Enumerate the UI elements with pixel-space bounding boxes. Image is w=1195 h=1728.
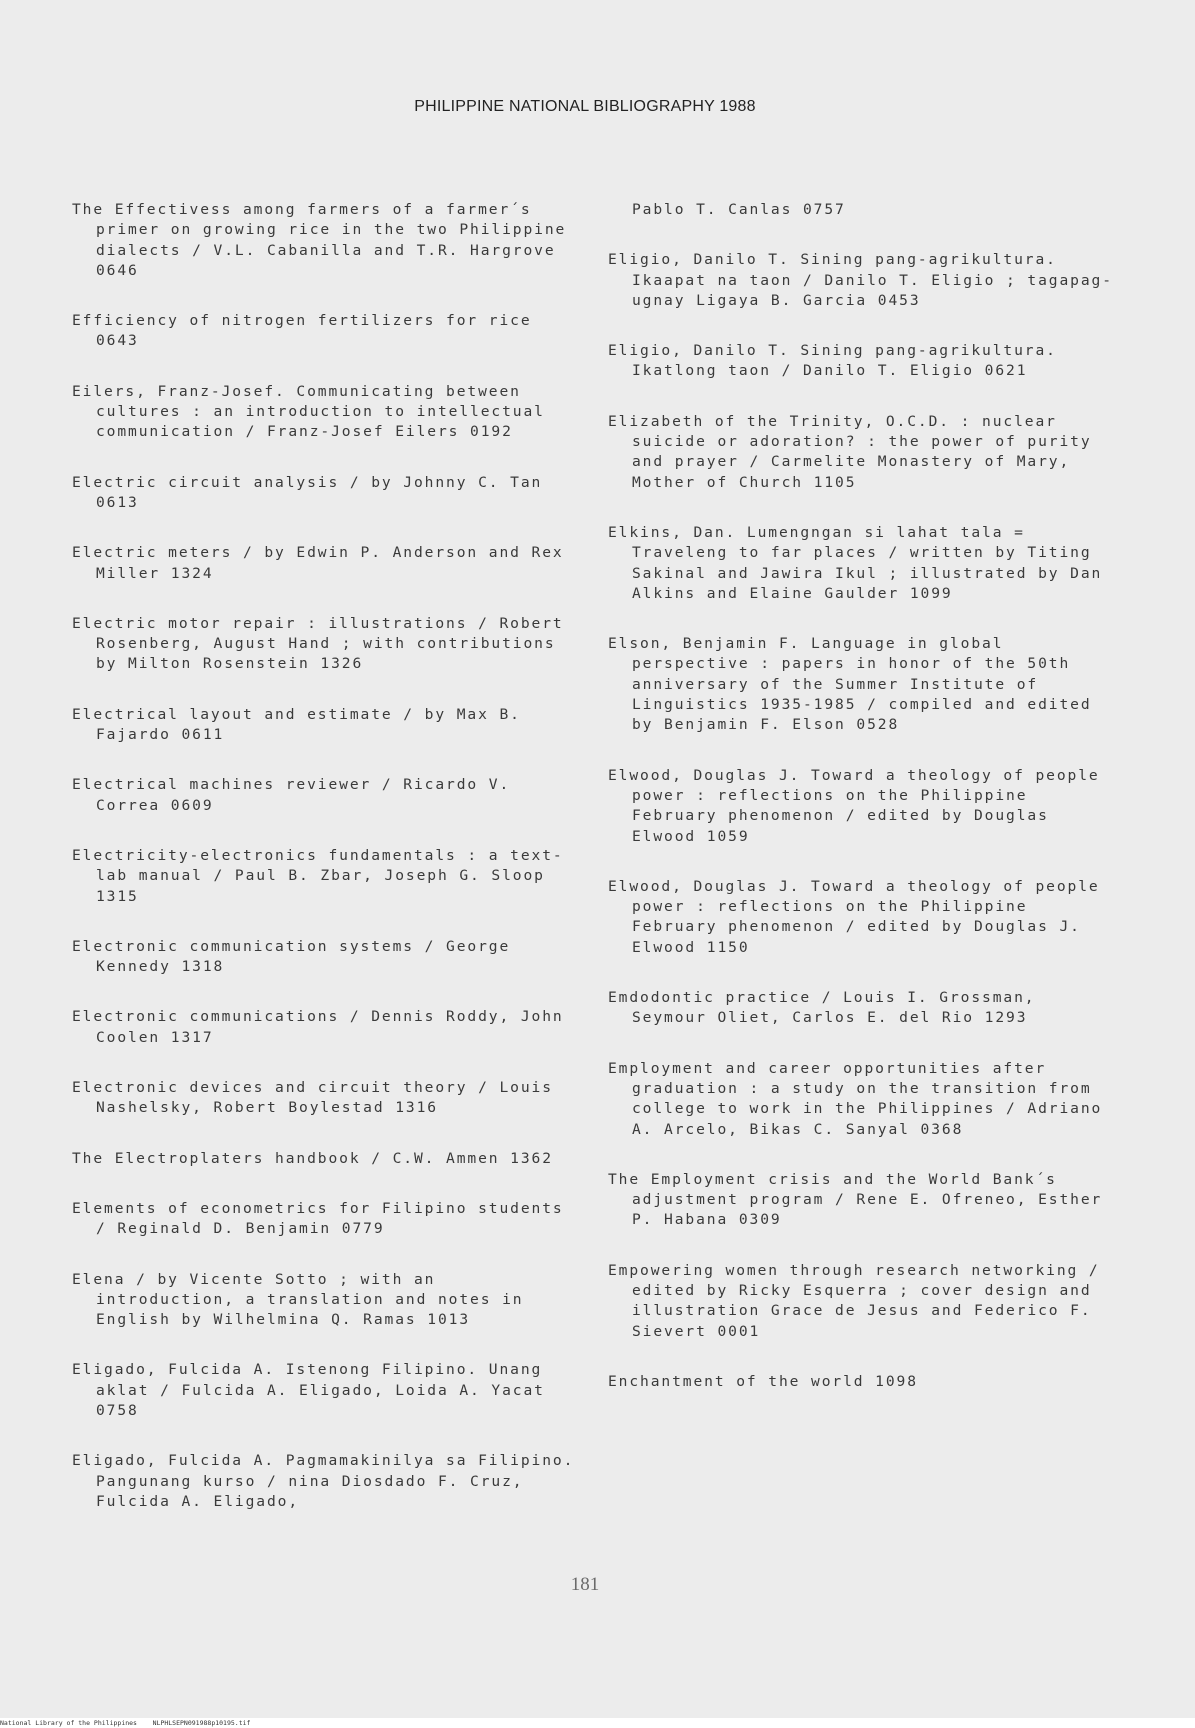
- bibliography-entry: Elkins, Dan. Lumengngan si lahat tala = Traveleng to far places / written by Titing Sakinal and Jawira Ikul ; illustrated by Dan Alkins and Elaine Gaulder 1099: [608, 523, 1103, 602]
- bibliography-entry: Electrical layout and estimate / by Max B. Fajardo 0611: [72, 705, 521, 744]
- bibliography-entry: Emdodontic practice / Louis I. Grossman, Seymour Oliet, Carlos E. del Rio 1293: [608, 989, 1036, 1027]
- bibliography-entry: The Effectivess among farmers of a farmer´s primer on growing rice in the two Philippine dialects / V.L. Cabanilla and T.R. Hargrove 0646: [72, 201, 567, 279]
- bibliography-entry: Eligio, Danilo T. Sining pang-agrikultura. Ikatlong taon / Danilo T. Eligio 0621: [608, 342, 1057, 380]
- page-title: PHILIPPINE NATIONAL BIBLIOGRAPHY 1988: [414, 98, 756, 115]
- bibliography-entry: The Employment crisis and the World Bank´s adjustment program / Rene E. Ofreneo, Esther P. Habana 0309: [608, 1170, 1103, 1229]
- bibliography-entry: Electric circuit analysis / by Johnny C. Tan 0613: [72, 473, 543, 511]
- bibliography-entry: Electricity-electronics fundamentals : a text-lab manual / Paul B. Zbar, Joseph G. Sloop 1315: [72, 846, 564, 905]
- bibliography-entry: Electronic devices and circuit theory / Louis Nashelsky, Robert Boylestad 1316: [72, 1079, 553, 1117]
- bibliography-entry: Elwood, Douglas J. Toward a theology of people power : reflections on the Philippine February phenomenon / edited by Douglas Elwood 1059: [608, 766, 1100, 845]
- right-column: [608, 200, 1113, 1422]
- bibliography-entry: Eligado, Fulcida A. Istenong Filipino. Unang aklat / Fulcida A. Eligado, Loida A. Yacat 0758: [72, 1361, 545, 1419]
- bibliography-entry: Electric motor repair : illustrations / Robert Rosenberg, August Hand ; with contributions by Milton Rosenstein 1326: [72, 614, 564, 673]
- bibliography-entry: Employment and career opportunities after graduation : a study on the transition from college to work in the Philippines / Adriano A. Arcelo, Bikas C. Sanyal 0368: [608, 1059, 1103, 1138]
- bibliography-entry: Elements of econometrics for Filipino students / Reginald D. Benjamin 0779: [72, 1199, 564, 1238]
- bibliography-entry: Eligio, Danilo T. Sining pang-agrikultura. Ikaapat na taon / Danilo T. Eligio ; tagapag-ugnay Ligaya B. Garcia 0453: [608, 251, 1113, 309]
- bibliography-entry: Eilers, Franz-Josef. Communicating between cultures : an introduction to intellectual communication / Franz-Josef Eilers 0192: [72, 382, 545, 441]
- bibliography-entry: Elwood, Douglas J. Toward a theology of people power : reflections on the Philippine February phenomenon / edited by Douglas J. Elwood 1150: [608, 877, 1100, 956]
- bibliography-entry: Electronic communications / Dennis Roddy, John Coolen 1317: [72, 1008, 564, 1046]
- bibliography-entry: Electrical machines reviewer / Ricardo V. Correa 0609: [72, 776, 511, 814]
- bibliography-entry-continued: Pablo T. Canlas 0757: [632, 201, 846, 218]
- bibliography-entry: Electric meters / by Edwin P. Anderson and Rex Miller 1324: [72, 544, 564, 582]
- bibliography-entry: Eligado, Fulcida A. Pagmamakinilya sa Filipino. Pangunang kurso / nina Diosdado F. Cruz, Fulcida A. Eligado,: [72, 1452, 575, 1510]
- page-number: 181: [570, 1574, 600, 1595]
- bibliography-entry: The Electroplaters handbook / C.W. Ammen 1362: [72, 1149, 553, 1167]
- bibliography-entry: Efficiency of nitrogen fertilizers for rice 0643: [72, 312, 532, 350]
- bibliography-entry: Enchantment of the world 1098: [608, 1372, 918, 1390]
- bibliography-entry: Electronic communication systems / George Kennedy 1318: [72, 937, 511, 976]
- scan-footer: National Library of the Philippines NLPHLSEPN091988p10195.tif: [0, 1718, 1195, 1728]
- bibliography-entry: Elson, Benjamin F. Language in global perspective : papers in honor of the 50th anniversary of the Summer Institute of Linguistics 1935-1985 / compiled and edited by Benjamin F. Elson 0528: [608, 635, 1092, 734]
- bibliography-entry: Elizabeth of the Trinity, O.C.D. : nuclear suicide or adoration? : the power of purity and prayer / Carmelite Monastery of Mary, Mother of Church 1105: [608, 412, 1092, 491]
- bibliography-entry: Elena / by Vicente Sotto ; with an introduction, a translation and notes in English by Wilhelmina Q. Ramas 1013: [72, 1270, 524, 1329]
- left-column: [72, 200, 577, 1542]
- bibliography-entry: Empowering women through research networking / edited by Ricky Esquerra ; cover design and illustration Grace de Jesus and Federico F. Sievert 0001: [608, 1261, 1100, 1340]
